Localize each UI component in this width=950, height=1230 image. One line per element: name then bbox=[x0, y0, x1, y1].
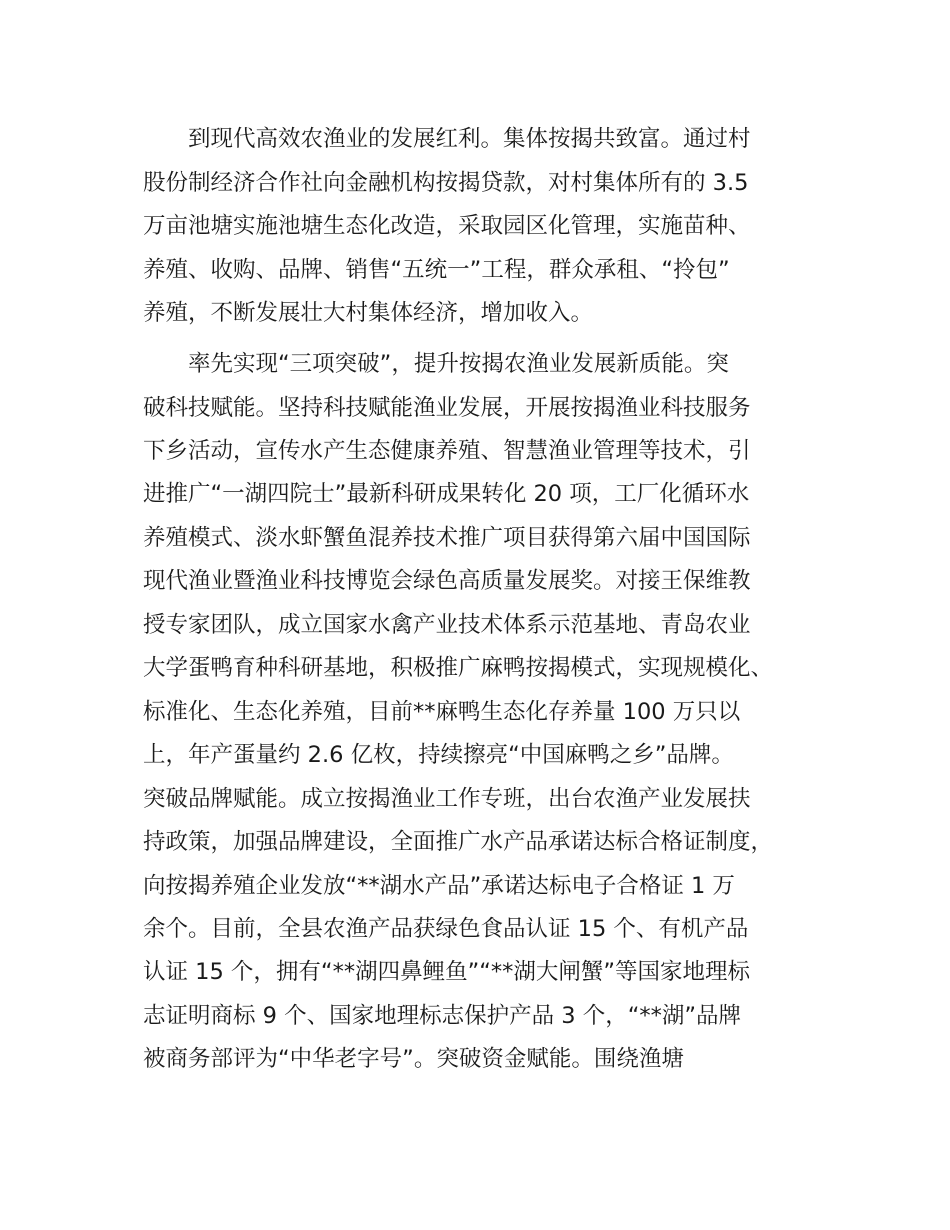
text-line: 股份制经济合作社向金融机构按揭贷款，对村集体所有的 3.5 bbox=[143, 170, 749, 196]
text-line: 授专家团队，成立国家水禽产业技术体系示范基地、青岛农业 bbox=[143, 612, 751, 638]
text-line: 标准化、生态化养殖，目前**麻鸭生态化存养量 100 万只以 bbox=[143, 699, 741, 725]
text-line: 养殖、收购、品牌、销售“五统一”工程，群众承租、“拎包” bbox=[143, 257, 730, 283]
text-line: 持政策，加强品牌建设，全面推广水产品承诺达标合格证制度， bbox=[143, 829, 774, 855]
text-line: 突破品牌赋能。成立按揭渔业工作专班，出台农渔产业发展扶 bbox=[143, 786, 751, 812]
text-line: 大学蛋鸭育种科研基地，积极推广麻鸭按揭模式，实现规模化、 bbox=[143, 655, 774, 681]
text-line: 养殖，不断发展壮大村集体经济，增加收入。 bbox=[143, 300, 594, 326]
text-line: 破科技赋能。坚持科技赋能渔业发展，开展按揭渔业科技服务 bbox=[143, 395, 751, 421]
text-line: 养殖模式、淡水虾蟹鱼混养技术推广项目获得第六届中国国际 bbox=[143, 525, 751, 551]
paragraph-start-line: 率先实现“三项突破”，提升按揭农渔业发展新质能。突 bbox=[188, 351, 729, 377]
text-line: 余个。目前，全县农渔产品获绿色食品认证 15 个、有机产品 bbox=[143, 916, 749, 942]
text-line: 向按揭养殖企业发放“**湖水产品”承诺达标电子合格证 1 万 bbox=[143, 873, 735, 899]
text-line: 到现代高效农渔业的发展红利。集体按揭共致富。通过村 bbox=[188, 126, 751, 152]
text-line: 被商务部评为“中华老字号”。突破资金赋能。围绕渔塘 bbox=[143, 1046, 684, 1072]
text-line: 万亩池塘实施池塘生态化改造，采取园区化管理，实施苗种、 bbox=[143, 213, 751, 239]
text-line: 现代渔业暨渔业科技博览会绿色高质量发展奖。对接王保维教 bbox=[143, 568, 751, 594]
text-line: 上，年产蛋量约 2.6 亿枚，持续擦亮“中国麻鸭之乡”品牌。 bbox=[143, 742, 734, 768]
text-line: 认证 15 个，拥有“**湖四鼻鲤鱼”“**湖大闸蟹”等国家地理标 bbox=[143, 959, 751, 985]
text-line: 进推广“一湖四院士”最新科研成果转化 20 项，工厂化循环水 bbox=[143, 481, 750, 507]
text-line: 志证明商标 9 个、国家地理标志保护产品 3 个，“**湖”品牌 bbox=[143, 1003, 742, 1029]
text-line: 下乡活动，宣传水产生态健康养殖、智慧渔业管理等技术，引 bbox=[143, 438, 751, 464]
